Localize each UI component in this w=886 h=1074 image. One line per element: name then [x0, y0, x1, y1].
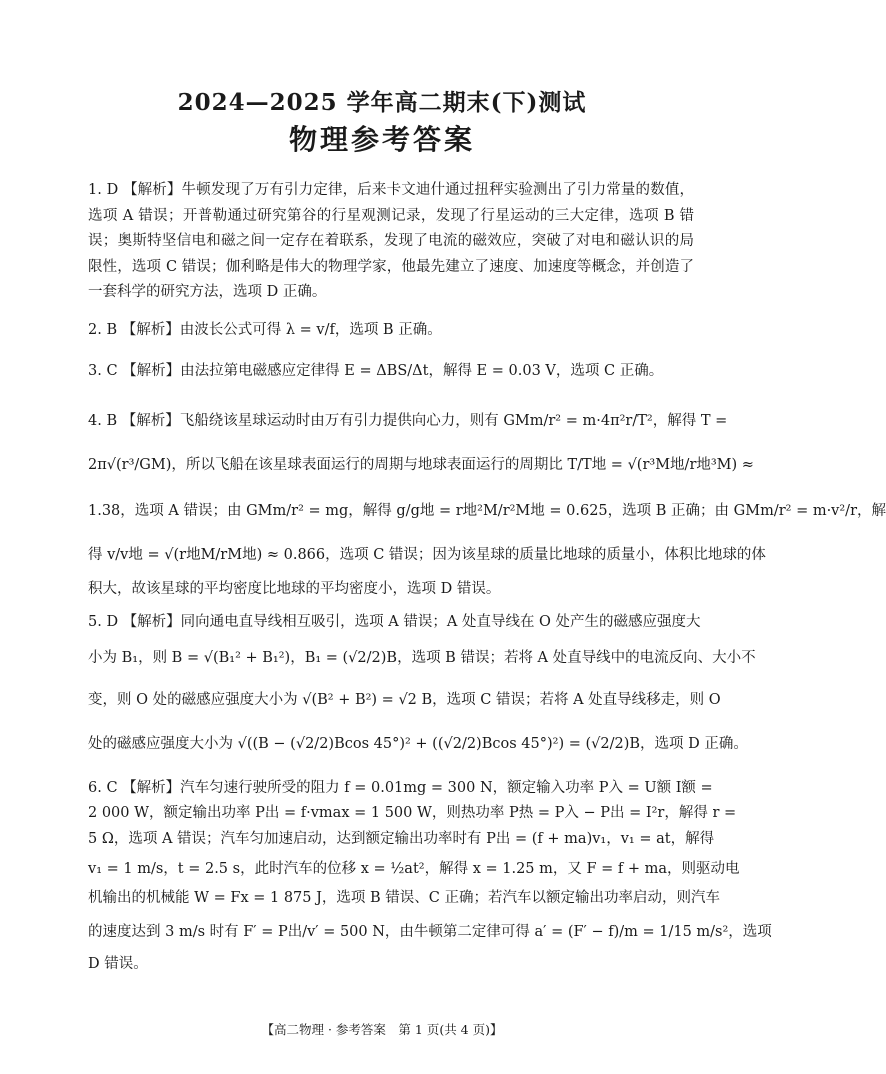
answer-line: 的速度达到 3 m/s 时有 F′ = P出/v′ = 500 N，由牛顿第二定律可得 a′ = (F′ − f)/m = 1/15 m/s²，选项	[88, 923, 772, 940]
answer-line: 变，则 O 处的磁感应强度大小为 √(B² + B²) = √2 B，选项 C 错误；若将 A 处直导线移走，则 O	[88, 691, 721, 708]
answer-item-4	[88, 401, 886, 603]
answer-line: 4. B 【解析】飞船绕该星球运动时由万有引力提供向心力，则有 GMm/r² = m·4π²r/T²，解得 T =	[88, 412, 728, 429]
answer-line: 2 000 W，额定输出功率 P出 = f·vmax = 1 500 W，则热功率 P热 = P入 − P出 = I²r，解得 r =	[88, 805, 737, 821]
answer-line: 5. D 【解析】同向通电直导线相互吸引，选项 A 错误；A 处直导线在 O 处产生的磁感应强度大	[88, 614, 701, 630]
answer-item-1	[88, 178, 694, 306]
answer-item-5	[88, 610, 756, 768]
answer-item-3	[88, 359, 694, 385]
answer-line: 3. C 【解析】由法拉第电磁感应定律得 E = ΔBS/Δt，解得 E = 0.03 V，选项 C 正确。	[88, 363, 664, 379]
answer-line: 选项 A 错误；开普勒通过研究第谷的行星观测记录，发现了行星运动的三大定律，选项 B 错	[88, 207, 694, 224]
answer-line: D 错误。	[88, 955, 148, 972]
answer-line: 处的磁感应强度大小为 √((B − (√2/2)Bcos 45°)² + ((√2/2)Bcos 45°)²) = (√2/2)B，选项 D 正确。	[88, 735, 748, 752]
answer-item-6	[88, 776, 772, 978]
answer-line: 6. C 【解析】汽车匀速行驶所受的阻力 f = 0.01mg = 300 N，额定输入功率 P入 = U额 I额 =	[88, 779, 713, 796]
answers-body	[88, 178, 886, 985]
answer-line: 得 v/v地 = √(r地M/rM地) ≈ 0.866，选项 C 错误；因为该星球的质量比地球的质量小，体积比地球的体	[88, 546, 766, 563]
answer-line: 小为 B₁，则 B = √(B₁² + B₁²)，B₁ = (√2/2)B，选项 B 错误；若将 A 处直导线中的电流反向、大小不	[88, 649, 756, 666]
answer-line: 误；奥斯特坚信电和磁之间一定存在着联系，发现了电流的磁效应，突破了对电和磁认识的局	[88, 233, 694, 249]
exam-title: 2024—2025 学年高二期末(下)测试	[177, 89, 587, 116]
answer-item-2	[88, 318, 694, 344]
answer-line: 一套科学的研究方法，选项 D 正确。	[88, 284, 327, 300]
answer-line: 1. D 【解析】牛顿发现了万有引力定律，后来卡文迪什通过扭秤实验测出了引力常量的数值，	[88, 182, 694, 198]
answer-line: 5 Ω，选项 A 错误；汽车匀加速启动，达到额定输出功率时有 P出 = (f + ma)v₁，v₁ = at，解得	[88, 830, 715, 847]
answer-line: v₁ = 1 m/s，t = 2.5 s，此时汽车的位移 x = ½at²，解得 x = 1.25 m，又 F = f + ma，则驱动电	[88, 861, 740, 877]
answer-line: 积大，故该星球的平均密度比地球的平均密度小，选项 D 错误。	[88, 580, 501, 597]
answer-line: 限性，选项 C 错误；伽利略是伟大的物理学家，他最先建立了速度、加速度等概念，并创造了	[88, 258, 694, 275]
answer-line: 2π√(r³/GM)，所以飞船在该星球表面运行的周期与地球表面运行的周期比 T/T地 = √(r³M地/r地³M) ≈	[88, 456, 754, 473]
answer-line: 2. B 【解析】由波长公式可得 λ = v/f，选项 B 正确。	[88, 321, 442, 338]
answer-line: 1.38，选项 A 错误；由 GMm/r² = mg，解得 g/g地 = r地²M/r²M地 = 0.625，选项 B 正确；由 GMm/r² = m·v²/r，解	[88, 502, 886, 519]
page-footer: 【高二物理 · 参考答案 第 1 页(共 4 页)】	[261, 1022, 503, 1037]
answer-title: 物理参考答案	[288, 123, 475, 156]
answer-line: 机输出的机械能 W = Fx = 1 875 J，选项 B 错误、C 正确；若汽车以额定输出功率启动，则汽车	[88, 890, 720, 906]
